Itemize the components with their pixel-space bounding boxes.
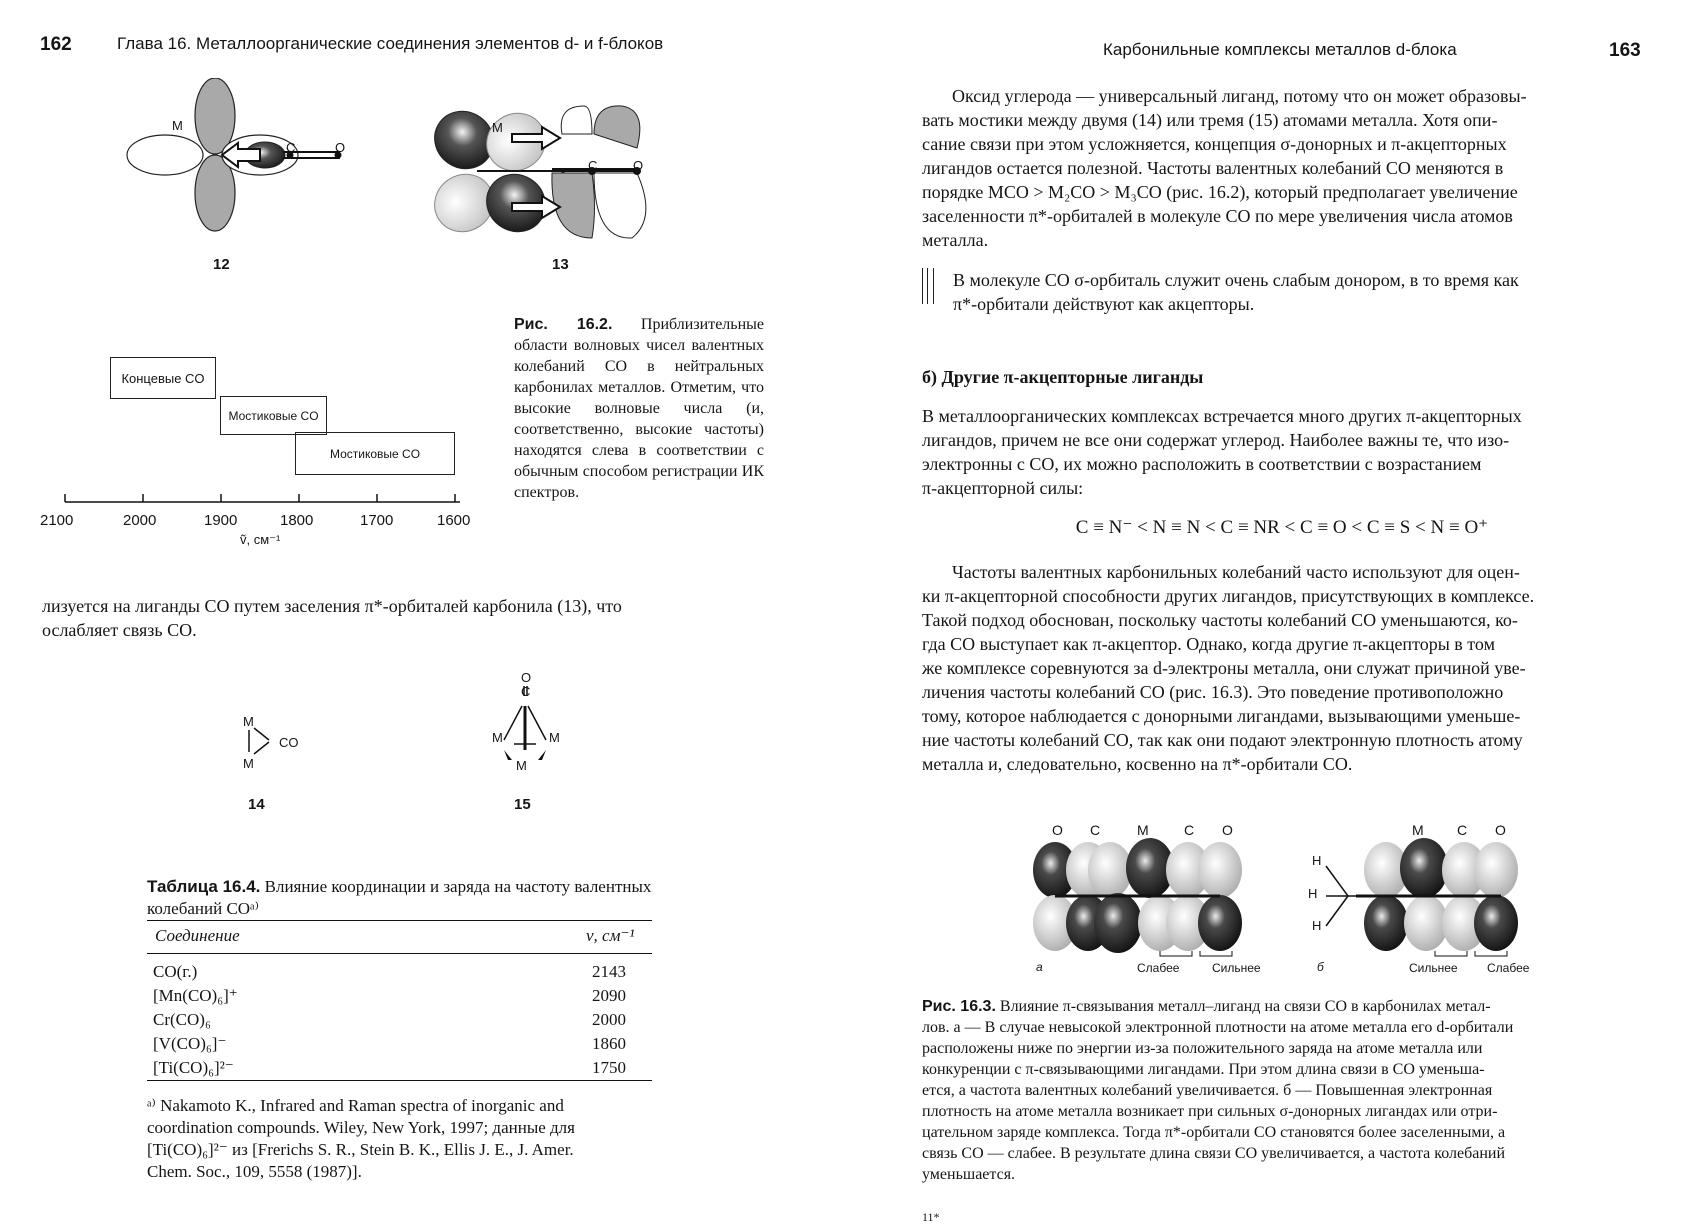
fig-a-top-m: M [1137, 822, 1149, 838]
ir-axis-label: ṽ, см⁻¹ [240, 532, 281, 547]
figure-16-3-a [1030, 838, 1250, 958]
table-rule-bottom [147, 1080, 652, 1081]
fig13-carbon-label: C [588, 158, 598, 173]
ir-tick-2000: 2000 [123, 512, 157, 529]
footnote-line4: Chem. Soc., 109, 5558 (1987)]. [147, 1162, 362, 1181]
fig13-label: 13 [552, 256, 569, 273]
ir-tick-2100: 2100 [40, 512, 74, 529]
fig-a-brackets [1158, 950, 1238, 960]
footnote-line3: [Ti(CO)₆]²⁻ из [Frerichs S. R., Stein B. K., Ellis J. E., J. Amer. [147, 1140, 574, 1159]
mol15-m-right: M [549, 730, 560, 745]
mol15-label: 15 [514, 796, 531, 813]
left-page-number: 162 [40, 34, 72, 55]
paragraph-1: Оксид углерода — универсальный лиганд, потому что он может образовы- вать мостики между двумя (14) или тремя (15) атомами металла. Хотя опи- сание связи при этом усложняется, концепция σ-донорных и π-акцепторных лигандов остается полезной. Частоты валентных колебаний CO меняются в порядке MCO > M₂CO > M₃CO (рис. 16.2), который предполагает увеличение заселенности π*-орбиталей в молекуле CO по мере увеличения числа атомов металла. [922, 86, 1527, 250]
left-continuation-line2: ослабляет связь CO. [42, 620, 197, 640]
fig-b-top-c: C [1457, 822, 1468, 838]
left-running-head: Глава 16. Металлоорганические соединения элементов d- и f-блоков [117, 34, 664, 53]
ir-tick-1800: 1800 [280, 512, 314, 529]
mol14-co: CO [279, 735, 299, 750]
table-row: [Ti(CO)₆]²⁻ 1750 [153, 1058, 626, 1077]
signature-mark: 11* [922, 1210, 940, 1224]
ir-tick-1600: 1600 [437, 512, 471, 529]
fig-a-weaker: Слабее [1137, 961, 1180, 975]
table-row: [Mn(CO)₆]⁺ 2090 [153, 986, 626, 1005]
table-16-4 [152, 960, 632, 1080]
note-marker [922, 268, 934, 304]
figure-13-orbitals [432, 98, 672, 248]
fig-b-weaker: Слабее [1487, 961, 1530, 975]
section-heading: б) Другие π-акцепторные лиганды [922, 367, 1204, 387]
fig12-carbon-label: C [286, 140, 296, 155]
table-row: CO(г.) 2143 [153, 962, 626, 981]
footnote-line2: coordination compounds. Wiley, New York, 1997; данные для [147, 1118, 575, 1137]
mol15-o: O [521, 670, 532, 685]
fig13-oxygen-label: O [633, 158, 644, 173]
note-marker-mid [927, 268, 928, 304]
fig-b-top-o: O [1495, 822, 1506, 838]
fig-a-stronger: Сильнее [1212, 961, 1261, 975]
fig12-metal-label: M [172, 118, 183, 133]
fig-16-3-caption: Рис. 16.3. Влияние π-связывания металл–лиганд на связи CO в карбонилах метал- лов. а — В случае невысокой электронной плотности на атоме металла его d-орбитали расположены ниже по энергии из-за положительного заряда на атоме металла или конкуренции с π-связывающими лигандами. При этом длина связи в CO уменьша- ется, а частота валентных колебаний увеличивается. б — Повышенная электронная плотность на атоме металла возникает при сильных σ-донорных лигандах или отри- цательном заряде комплекса. Тогда π*-орбитали CO становятся более заселенными, а связь CO — слабее. В результате длина связи CO увеличивается, а частота колебаний уменьшается. [922, 998, 1514, 1183]
fig-a-top-o2: O [1222, 822, 1233, 838]
fig-a-top-c2: C [1184, 822, 1195, 838]
table-row: Cr(CO)₆ 2000 [153, 1010, 626, 1029]
ir-box-terminal: Концевые CO [110, 357, 216, 399]
right-running-head: Карбонильные комплексы металлов d-блока [1103, 40, 1457, 59]
fig-a-top-c1: C [1090, 822, 1101, 838]
table-rule-top [147, 920, 652, 921]
mol15-c: C [521, 684, 531, 699]
mol14-label: 14 [248, 796, 265, 813]
fig-b-stronger: Сильнее [1409, 961, 1458, 975]
table-header-compound: Соединение [155, 926, 240, 945]
paragraph-3: Частоты валентных карбонильных колебаний часто используют для оцен- ки π-акцепторной способности других лигандов, присутствующих в комплексе. Такой подход обоснован, поскольку частоты колебаний CO уменьшаются, ко- гда CO выступает как π-акцептор. Однако, когда другие π-акцепторы в том же комплексе соревнуются за d-электроны металла, они служат причиной уве- личения частоты колебаний CO (рис. 16.3). Это поведение противоположно тому, которое наблюдается с донорными лигандами, вызывающими уменьше- ние частоты колебаний CO, так как они подают электронную плотность атому металла и, следовательно, косвенно на π*-орбитали CO. [922, 562, 1535, 774]
mol15-m-bottom: M [516, 758, 527, 773]
fig-16-2-caption: Рис. 16.2. Приблизительные области волновых чисел валентных колебаний CO в нейтральных карбонилах металлов. Отметим, что высокие волновые числа (и, соответственно, высокие частоты) находятся слева в соответствии с обычным способом регистрации ИК спектров. [514, 316, 764, 501]
ir-tick-1700: 1700 [360, 512, 394, 529]
equation: C ≡ N⁻ < N ≡ N < C ≡ NR < C ≡ O < C ≡ S < N ≡ O⁺ [1075, 517, 1489, 538]
fig-b-h1: H [1312, 853, 1322, 868]
fig-b-h2: H [1308, 886, 1318, 901]
table-header-frequency: ν, см⁻¹ [586, 926, 635, 945]
table-16-4-title: Таблица 16.4. Влияние координации и заряда на частоту валентных колебаний COᵃ⁾ [147, 877, 652, 918]
fig-b-letter: б [1317, 960, 1324, 974]
left-continuation-line1: лизуется на лиганды CO путем заселения π*-орбиталей карбонила (13), что [42, 596, 622, 616]
table-rule-mid [147, 953, 652, 954]
paragraph-2: В металлоорганических комплексах встречается много других π-акцепторных лигандов, причем не все они содержат углерод. Наиболее важны те, что изо- электронны с CO, их можно расположить в соответствии с возрастанием π-акцепторной силы: [922, 406, 1522, 498]
note-block: В молекуле CO σ-орбиталь служит очень слабым донором, в то время как π*-орбитали действуют как акцепторы. [953, 270, 1519, 314]
fig-b-brackets [1433, 950, 1513, 960]
footnote-line1: ᵃ⁾ Nakamoto K., Infrared and Raman spectra of inorganic and [147, 1096, 564, 1115]
fig-b-h3: H [1312, 918, 1322, 933]
ir-tick-1900: 1900 [204, 512, 238, 529]
table-row: [V(CO)₆]⁻ 1860 [153, 1034, 626, 1053]
figure-12-orbitals [120, 78, 380, 278]
ir-axis [40, 490, 480, 510]
mol14-m-top: M [243, 714, 254, 729]
fig-b-top-m: M [1412, 822, 1424, 838]
mol14-m-bottom: M [243, 756, 254, 771]
ir-box-bridging-2: Мостиковые CO [220, 396, 327, 435]
fig12-oxygen-label: O [335, 140, 346, 155]
ir-box-bridging-3: Мостиковые CO [295, 432, 455, 475]
fig12-label: 12 [213, 256, 230, 273]
figure-16-3-b [1306, 838, 1528, 958]
right-page-number: 163 [1609, 40, 1641, 61]
fig-a-letter: а [1036, 960, 1043, 974]
fig13-metal-label: M [492, 120, 503, 135]
fig-a-top-o1: O [1052, 822, 1063, 838]
mol15-m-left: M [492, 730, 503, 745]
